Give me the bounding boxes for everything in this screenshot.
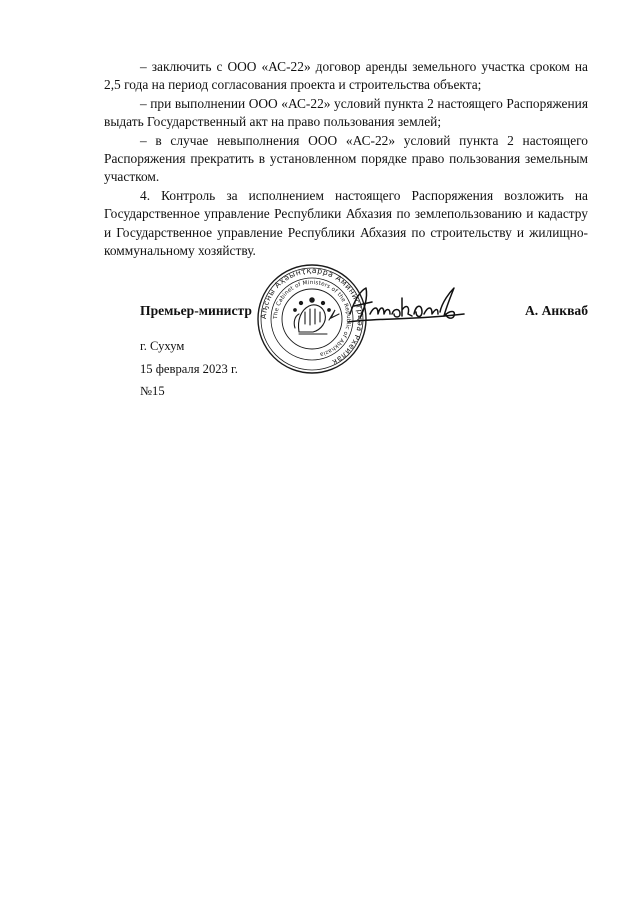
document-date: 15 февраля 2023 г.: [140, 361, 238, 376]
paragraph-lease-contract: – заключить с ООО «АС-22» договор аренды земельного участка сроком на 2,5 года на период согласования проекта и строительства объекта;: [104, 59, 588, 93]
handwritten-signature: [346, 284, 470, 330]
paragraph-state-act: – при выполнении ООО «АС-22» условий пункта 2 настоящего Распоряжения выдать Государственный акт на право пользования землей;: [104, 95, 588, 130]
document-number: №15: [140, 384, 165, 398]
signatory-name: А. Анкваб: [524, 303, 588, 318]
document-place: г. Сухум: [140, 339, 185, 353]
seal-inner-text: The Cabinet of Ministers of the Republic of Abkhazia: [272, 279, 352, 358]
emblem-icon: [294, 298, 339, 334]
seal-outer-text: Аҧсны Аҳәынҭқарра Аминистрцәа Рхеилак: [258, 265, 366, 368]
document-body: [104, 58, 588, 260]
document-meta: [140, 335, 238, 403]
paragraph-termination: – в случае невыполнения ООО «АС-22» условий пункта 2 настоящего Распоряжения прекратить в установленном порядке право пользования земельным участком.: [104, 132, 588, 185]
paragraph-control: 4. Контроль за исполнением настоящего Распоряжения возложить на Государственное управление Республики Абхазия по землепользованию и кадастру и Государственное управление Республики Абхазия по строительству и жилищно-коммунальному хозяйству.: [104, 187, 588, 259]
signatory-title: Премьер-министр: [140, 303, 252, 318]
